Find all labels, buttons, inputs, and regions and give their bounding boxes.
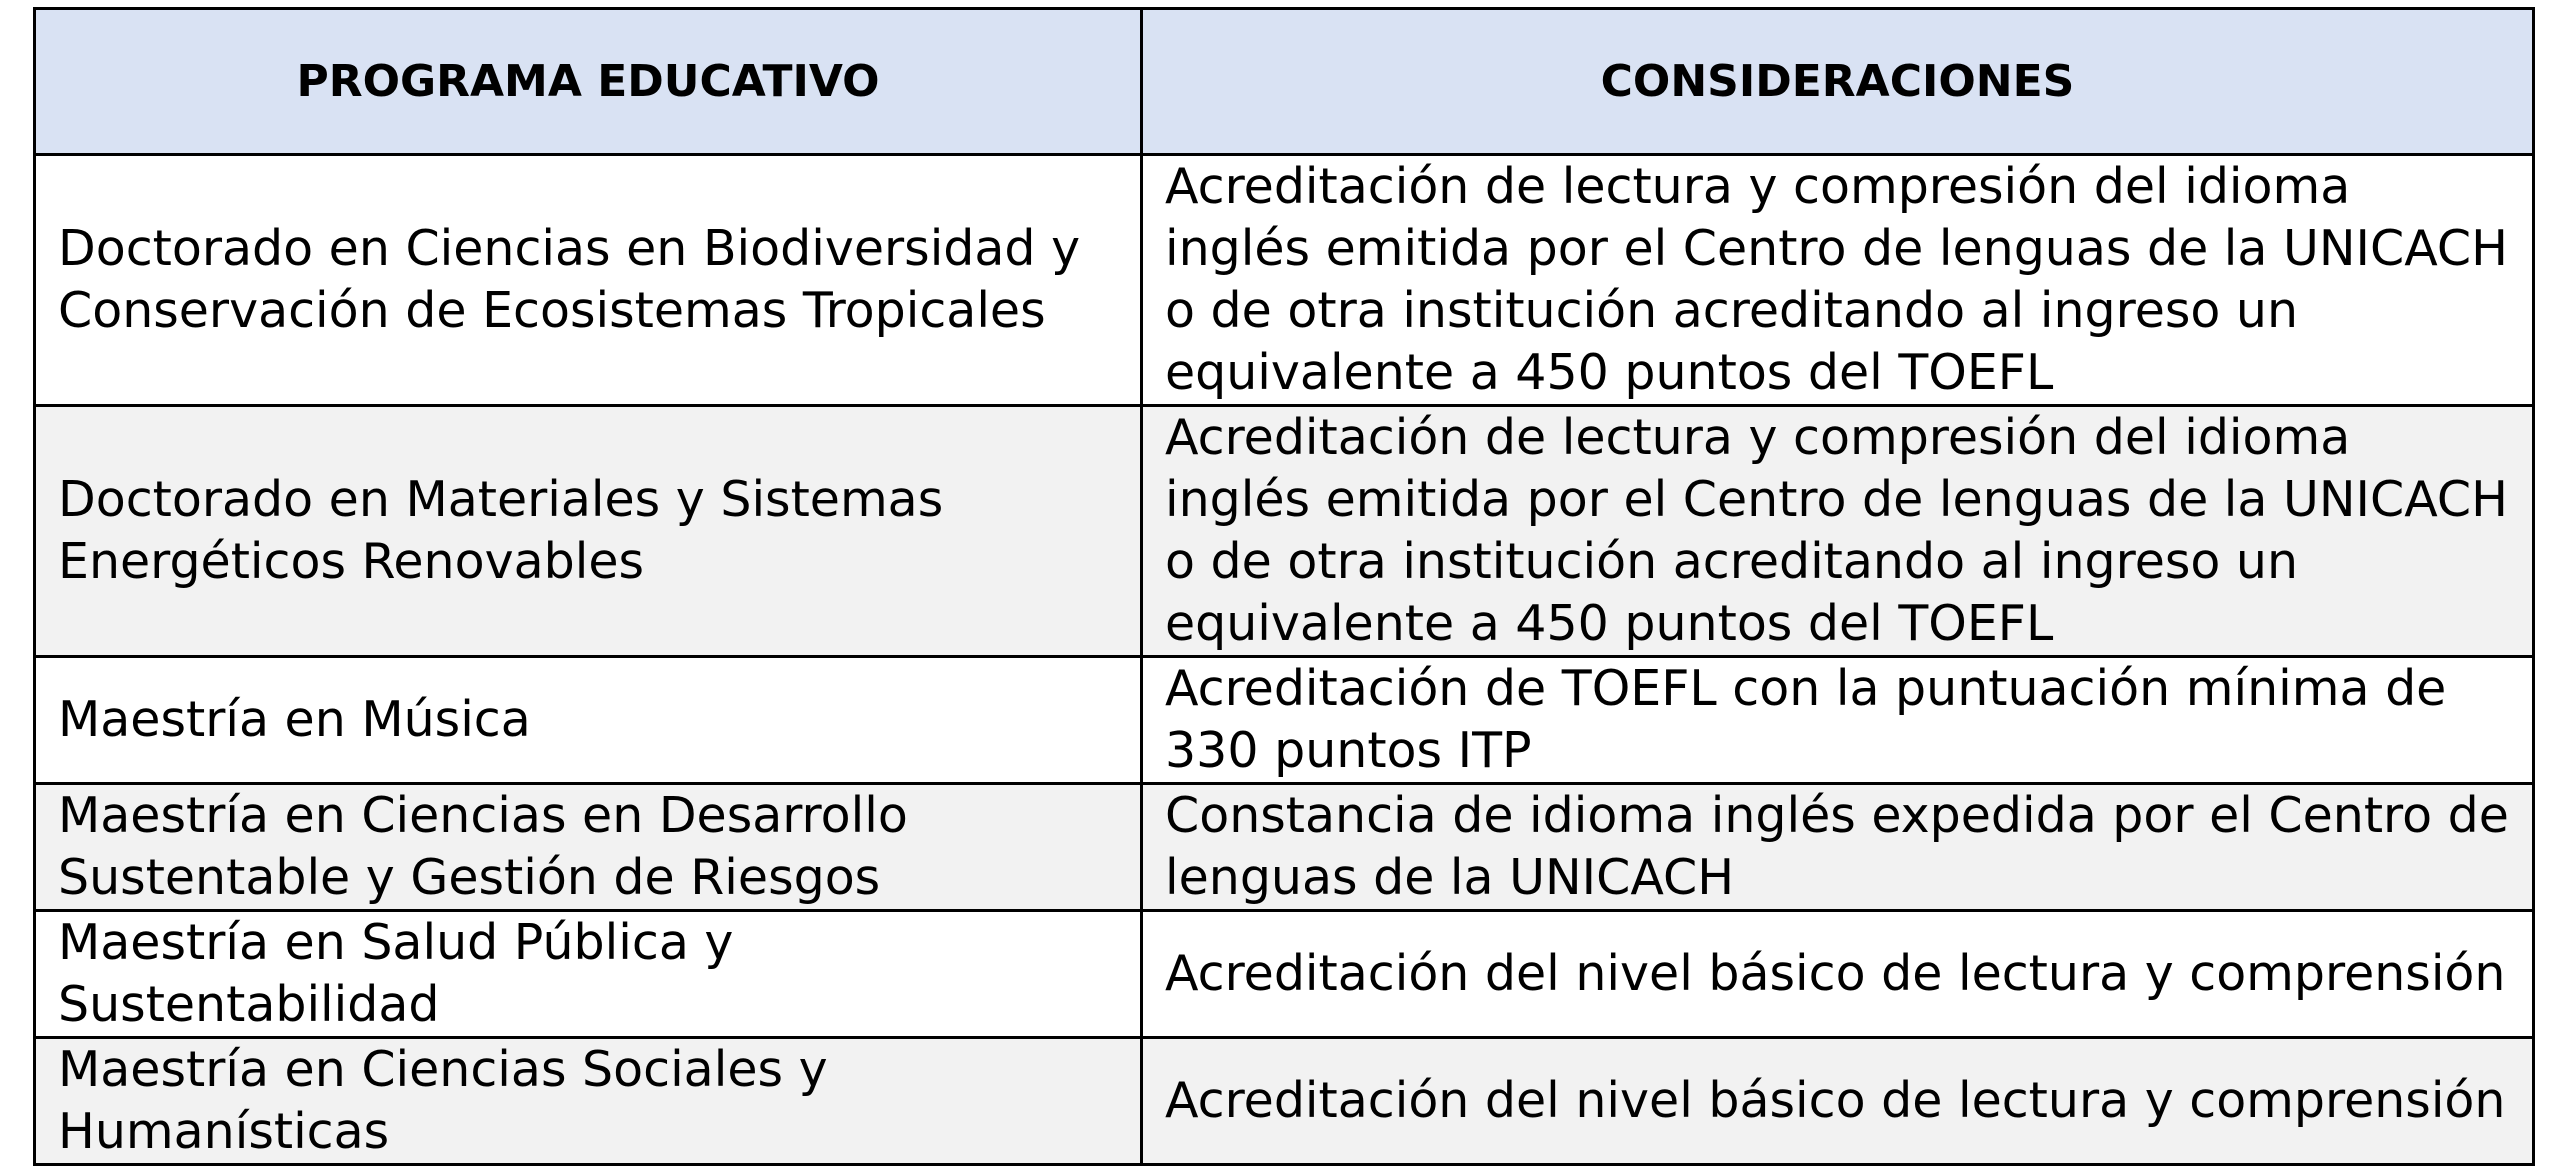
- programa-cell: Maestría en Ciencias Sociales y Humanísticas: [35, 1038, 1142, 1165]
- consideraciones-cell: Acreditación de lectura y compresión del idioma inglés emitida por el Centro de lenguas de la UNICACH o de otra institución acreditando al ingreso un equivalente a 450 puntos del TOEFL: [1142, 155, 2534, 406]
- table-row: [35, 1038, 2534, 1165]
- table-row: [35, 406, 2534, 657]
- header-consideraciones: CONSIDERACIONES: [1142, 9, 2534, 155]
- consideraciones-cell: Constancia de idioma inglés expedida por el Centro de lenguas de la UNICACH: [1142, 784, 2534, 911]
- requirements-table: [33, 7, 2535, 1166]
- table-header-row: [35, 9, 2534, 155]
- header-programa-educativo: PROGRAMA EDUCATIVO: [35, 9, 1142, 155]
- consideraciones-cell: Acreditación de TOEFL con la puntuación mínima de 330 puntos ITP: [1142, 657, 2534, 784]
- programa-cell: Doctorado en Materiales y Sistemas Energéticos Renovables: [35, 406, 1142, 657]
- programa-cell: Maestría en Música: [35, 657, 1142, 784]
- programa-cell: Maestría en Salud Pública y Sustentabilidad: [35, 911, 1142, 1038]
- consideraciones-cell: Acreditación del nivel básico de lectura y comprensión: [1142, 1038, 2534, 1165]
- consideraciones-cell: Acreditación de lectura y compresión del idioma inglés emitida por el Centro de lenguas de la UNICACH o de otra institución acreditando al ingreso un equivalente a 450 puntos del TOEFL: [1142, 406, 2534, 657]
- programa-cell: Maestría en Ciencias en Desarrollo Sustentable y Gestión de Riesgos: [35, 784, 1142, 911]
- table-row: [35, 784, 2534, 911]
- table-row: [35, 155, 2534, 406]
- consideraciones-cell: Acreditación del nivel básico de lectura y comprensión: [1142, 911, 2534, 1038]
- table-row: [35, 911, 2534, 1038]
- programa-cell: Doctorado en Ciencias en Biodiversidad y Conservación de Ecosistemas Tropicales: [35, 155, 1142, 406]
- table-row: [35, 657, 2534, 784]
